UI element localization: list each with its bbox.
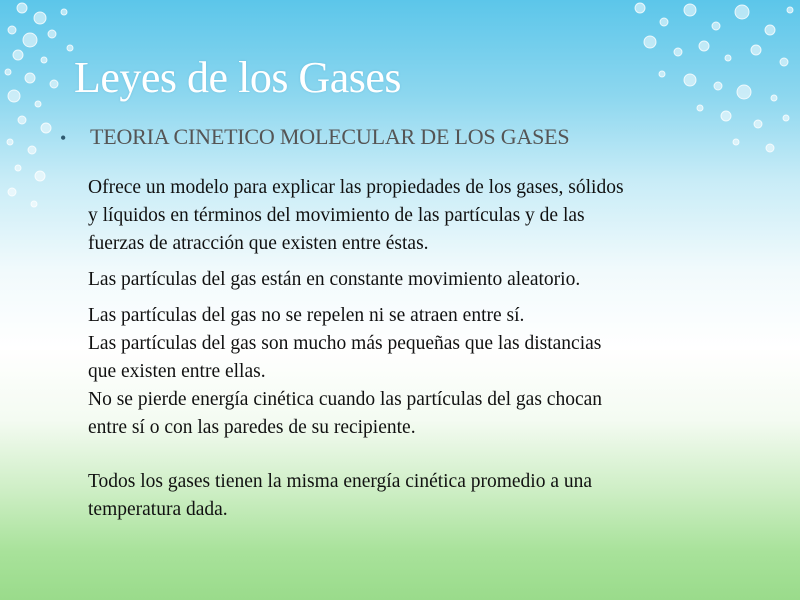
paragraph-postulates bbox=[88, 302, 748, 442]
slide-title: Leyes de los Gases bbox=[74, 53, 402, 102]
slide-content bbox=[58, 120, 758, 524]
paragraph-line: Las partículas del gas son mucho más pequeñas que las distancias bbox=[88, 333, 602, 354]
paragraph-line: Las partículas del gas están en constante movimiento aleatorio. bbox=[88, 269, 581, 290]
bullet-heading: TEORIA CINETICO MOLECULAR DE LOS GASES bbox=[90, 124, 570, 149]
paragraph-line: fuerzas de atracción que existen entre éstas. bbox=[88, 233, 429, 254]
paragraph-model-description bbox=[88, 174, 748, 258]
paragraph-line: Las partículas del gas no se repelen ni se atraen entre sí. bbox=[88, 305, 525, 326]
paragraph-constant-motion bbox=[88, 266, 748, 294]
bullet-item bbox=[58, 120, 758, 154]
paragraph-line: entre sí o con las paredes de su recipiente. bbox=[88, 417, 416, 438]
bullet-icon: • bbox=[60, 128, 67, 148]
paragraph-line: Ofrece un modelo para explicar las propiedades de los gases, sólidos bbox=[88, 177, 624, 198]
paragraph-line: No se pierde energía cinética cuando las partículas del gas chocan bbox=[88, 389, 602, 410]
paragraph-line: que existen entre ellas. bbox=[88, 361, 266, 382]
paragraph-average-kinetic-energy bbox=[88, 468, 748, 524]
paragraph-line: temperatura dada. bbox=[88, 499, 228, 520]
paragraph-line: Todos los gases tienen la misma energía cinética promedio a una bbox=[88, 471, 593, 492]
paragraph-line: y líquidos en términos del movimiento de las partículas y de las bbox=[88, 205, 585, 226]
